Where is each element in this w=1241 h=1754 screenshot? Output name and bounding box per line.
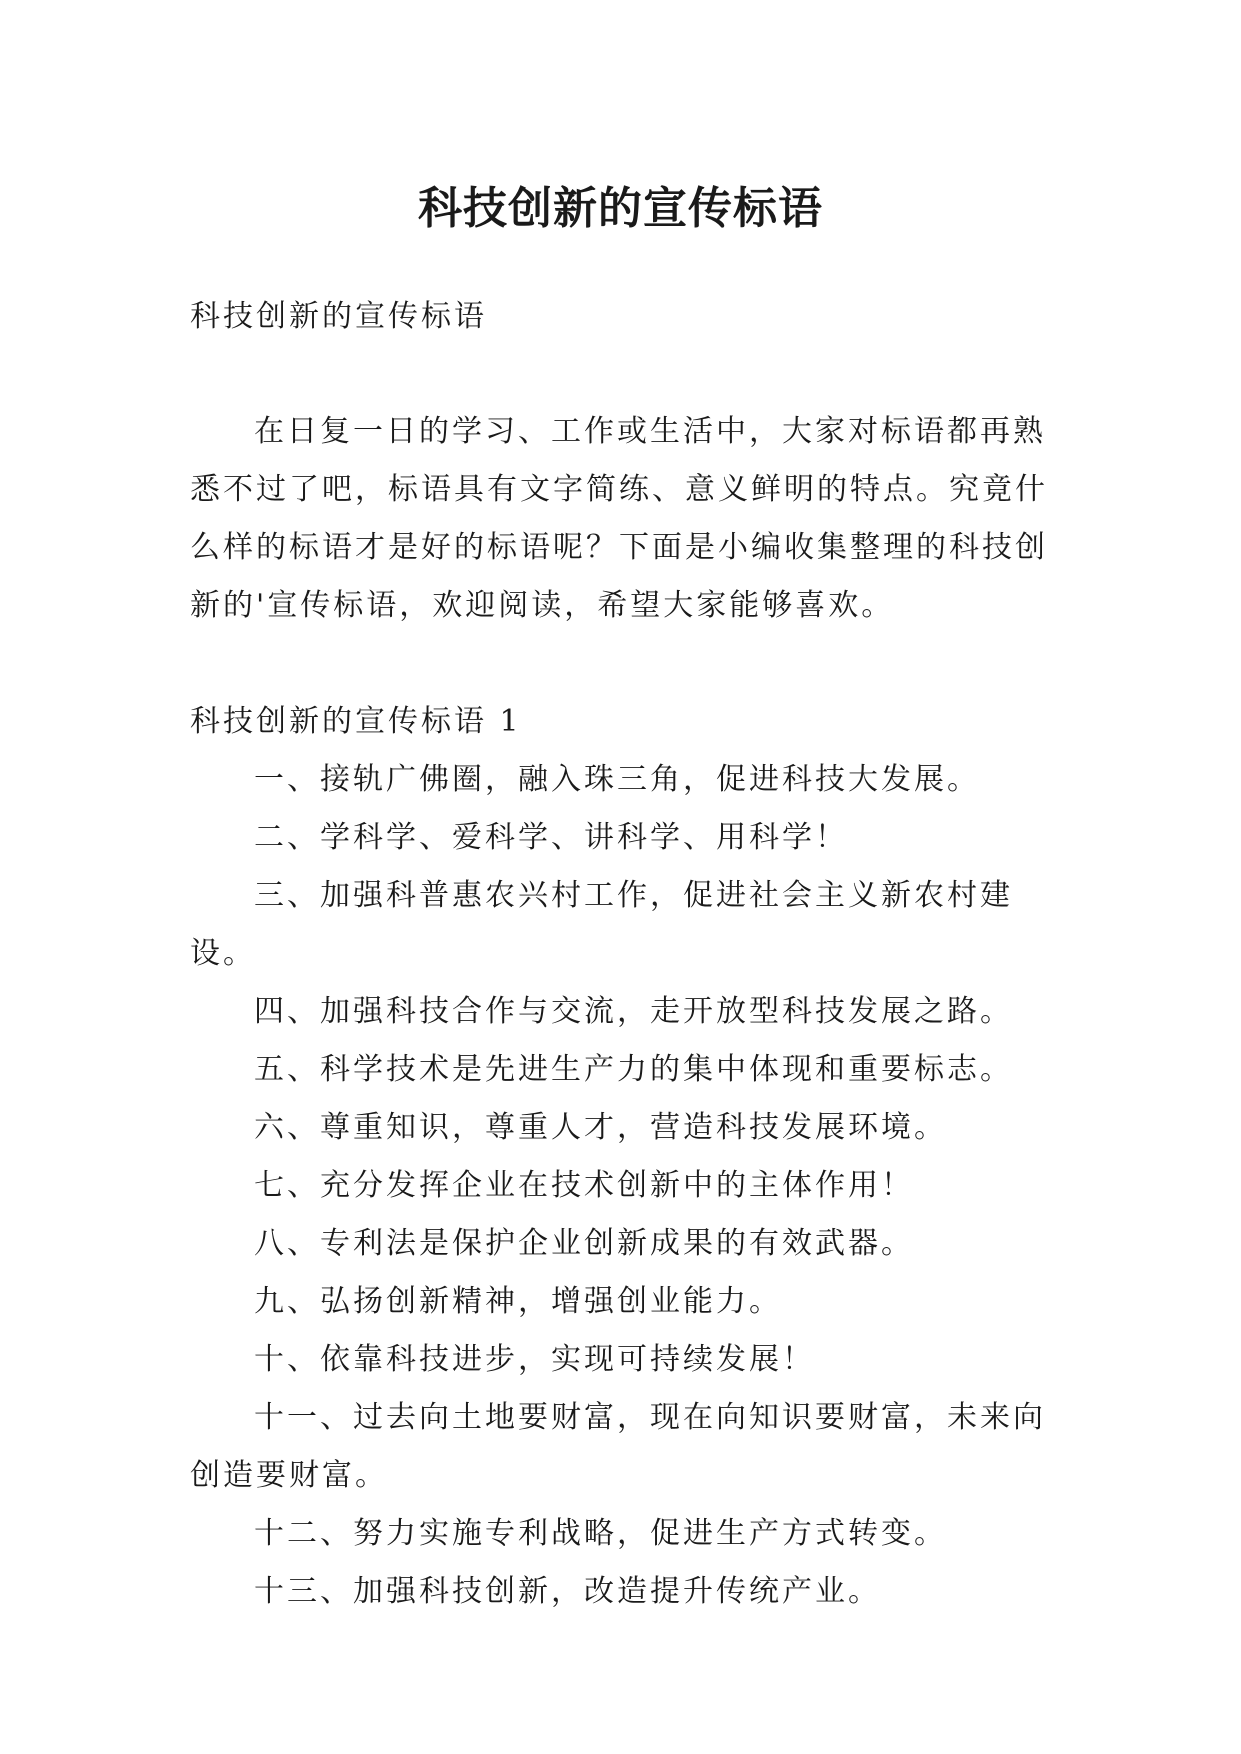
slogan-item: 七、充分发挥企业在技术创新中的主体作用！ [254, 1168, 914, 1203]
page-title: 科技创新的宣传标语 [418, 183, 823, 235]
slogan-item: 四、加强科技合作与交流，走开放型科技发展之路。 [254, 994, 1013, 1029]
slogan-list [190, 751, 1050, 1621]
slogan-item: 八、专利法是保护企业创新成果的有效武器。 [254, 1226, 914, 1261]
slogan-item: 五、科学技术是先进生产力的集中体现和重要标志。 [254, 1052, 1013, 1087]
section-heading: 科技创新的宣传标语 1 [190, 704, 522, 739]
slogan-item: 十三、加强科技创新，改造提升传统产业。 [254, 1574, 881, 1609]
slogan-item: 十、依靠科技进步，实现可持续发展！ [254, 1342, 815, 1377]
slogan-item: 一、接轨广佛圈，融入珠三角，促进科技大发展。 [254, 762, 980, 797]
slogan-item: 二、学科学、爱科学、讲科学、用科学！ [254, 820, 848, 855]
document-subtitle: 科技创新的宣传标语 [190, 299, 487, 334]
slogan-item: 三、加强科普惠农兴村工作，促进社会主义新农村建设。 [190, 878, 1013, 971]
slogan-item: 六、尊重知识，尊重人才，营造科技发展环境。 [254, 1110, 947, 1145]
slogan-item: 十一、过去向土地要财富，现在向知识要财富，未来向创造要财富。 [190, 1400, 1046, 1493]
slogan-item: 十二、努力实施专利战略，促进生产方式转变。 [254, 1516, 947, 1551]
intro-paragraph: 在日复一日的学习、工作或生活中，大家对标语都再熟悉不过了吧，标语具有文字简练、意义鲜明的特点。究竟什么样的标语才是好的标语呢？下面是小编收集整理的科技创新的'宣传标语，欢迎阅读，希望大家能够喜欢。 [190, 414, 1048, 623]
slogan-item: 九、弘扬创新精神，增强创业能力。 [254, 1284, 782, 1319]
